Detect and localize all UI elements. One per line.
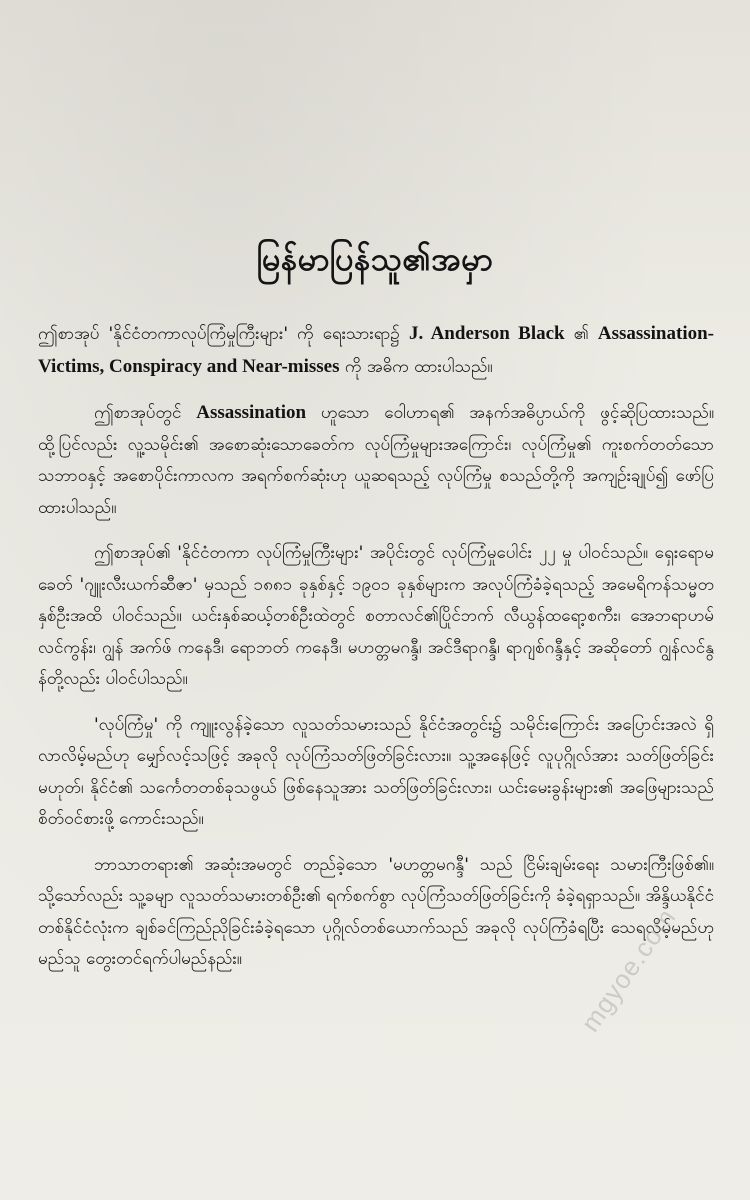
latin-phrase: J. Anderson Black: [409, 323, 565, 344]
page-title: မြန်မာပြန်သူ၏အမှာ: [256, 240, 494, 278]
text-segment: ၏: [564, 324, 598, 344]
latin-phrase: Assassination-Victims, Conspiracy and Near-misses: [38, 323, 715, 377]
watermark: mgyoe.com: [575, 902, 682, 1038]
text-segment: ဘာသာတရား၏ အဆုံးအမတွင် တည်ခဲ့သော 'မဟတ္တမဂန္ဒီ' သည် ငြိမ်းချမ်းရေး သမားကြီးဖြစ်၏။ သို့သော်လည်း သူ့ခမျာ လူသတ်သမားတစ်ဦး၏ ရက်စက်စွာ လုပ်ကြံသတ်ဖြတ်ခြင်းကို ခံခဲ့ရရှာသည်။ အိန္ဒိယနိုင်ငံတစ်နိုင်ငံလုံးက ချစ်ခင်ကြည်ညိုခြင်းခံခဲ့ရသော ပုဂ္ဂိုလ်တစ်ယောက်သည် အခုလို လုပ်ကြံခံရပြီး သေရလိမ့်မည်ဟု မည်သူ တွေးတင်ရက်ပါမည်နည်း။: [38, 854, 714, 969]
paragraph: [38, 710, 714, 836]
text-segment: ကို အဓိက ထားပါသည်။: [339, 356, 493, 377]
paragraph: [38, 850, 714, 976]
paragraph: [38, 318, 714, 383]
text-segment: ဤစာအုပ် 'နိုင်ငံတကာလုပ်ကြံမှုကြီးများ' ကို ရေးသားရာ၌: [38, 324, 409, 344]
paragraph: [38, 397, 714, 524]
text-segment: ဟူသော ဝေါဟာရ၏ အနက်အဓိပ္ပာယ်ကို ဖွင့်ဆိုပြထားသည်။ ထို့ပြင်လည်း လူ့သမိုင်း၏ အစောဆုံးသောခေတ်က လုပ်ကြံမှုများအကြောင်း၊ လုပ်ကြံမှု၏ ကူးစက်တတ်သော သဘာဝနှင့် အစောပိုင်းကာလက အရက်စက်ဆုံးဟု ယူဆရသည့် လုပ်ကြံမှု စသည်တို့ကို အကျဉ်းချုပ်၍ ဖော်ပြထားပါသည်။: [38, 403, 714, 518]
paragraph: [38, 538, 714, 696]
text-segment: ဤစာအုပ်တွင်: [94, 403, 197, 423]
body-text: [38, 318, 714, 990]
latin-phrase: Assassination: [196, 402, 307, 423]
text-segment: ဤစာအုပ်၏ 'နိုင်ငံတကာ လုပ်ကြံမှုကြီးများ' အပိုင်းတွင် လုပ်ကြံမှုပေါင်း ၂၂ မှု ပါဝင်သည်။ ရှေးရောမခေတ် 'ဂျူးလီးယက်ဆီဇာ' မှသည် ၁၈၈၁ ခုနှစ်နှင့် ၁၉၀၁ ခုနှစ်များက အလုပ်ကြံခံခဲ့ရသည့် အမေရိကန်သမ္မတနှစ်ဦးအထိ ပါဝင်သည်။ ယင်းနှစ်ဆယ့်တစ်ဦးထဲတွင် စတာလင်၏ပြိုင်ဘက် လီယွန်ထရော့စကီး၊ အေဘရာဟမ် လင်ကွန်း၊ ဂျွန် အက်ဖ် ကနေဒီ၊ ရောဘတ် ကနေဒီ၊ မဟတ္တမဂန္ဒီ၊ အင်ဒီရာဂန္ဒီ၊ ရာဂျစ်ဂန္ဒီနှင့် အဆိုတော် ဂျွန်လင်နွန်တို့လည်း ပါဝင်ပါသည်။: [38, 543, 714, 689]
text-segment: 'လုပ်ကြံမှု' ကို ကျူးလွန်ခဲ့သော လူသတ်သမားသည် နိုင်ငံအတွင်း၌ သမိုင်းကြောင်း အပြောင်းအလဲ ရှိလာလိမ့်မည်ဟု မျှော်လင့်သဖြင့် အခုလို လုပ်ကြံသတ်ဖြတ်ခြင်းလား။ သူ့အနေဖြင့် လူပုဂ္ဂိုလ်အား သတ်ဖြတ်ခြင်း မဟုတ်၊ နိုင်ငံ၏ သင်္ကေတတစ်ခုသဖွယ် ဖြစ်နေသူအား သတ်ဖြတ်ခြင်းလား၊ ယင်းမေးခွန်းများ၏ အဖြေများသည် စိတ်ဝင်စားဖို့ ကောင်းသည်။: [38, 714, 714, 829]
